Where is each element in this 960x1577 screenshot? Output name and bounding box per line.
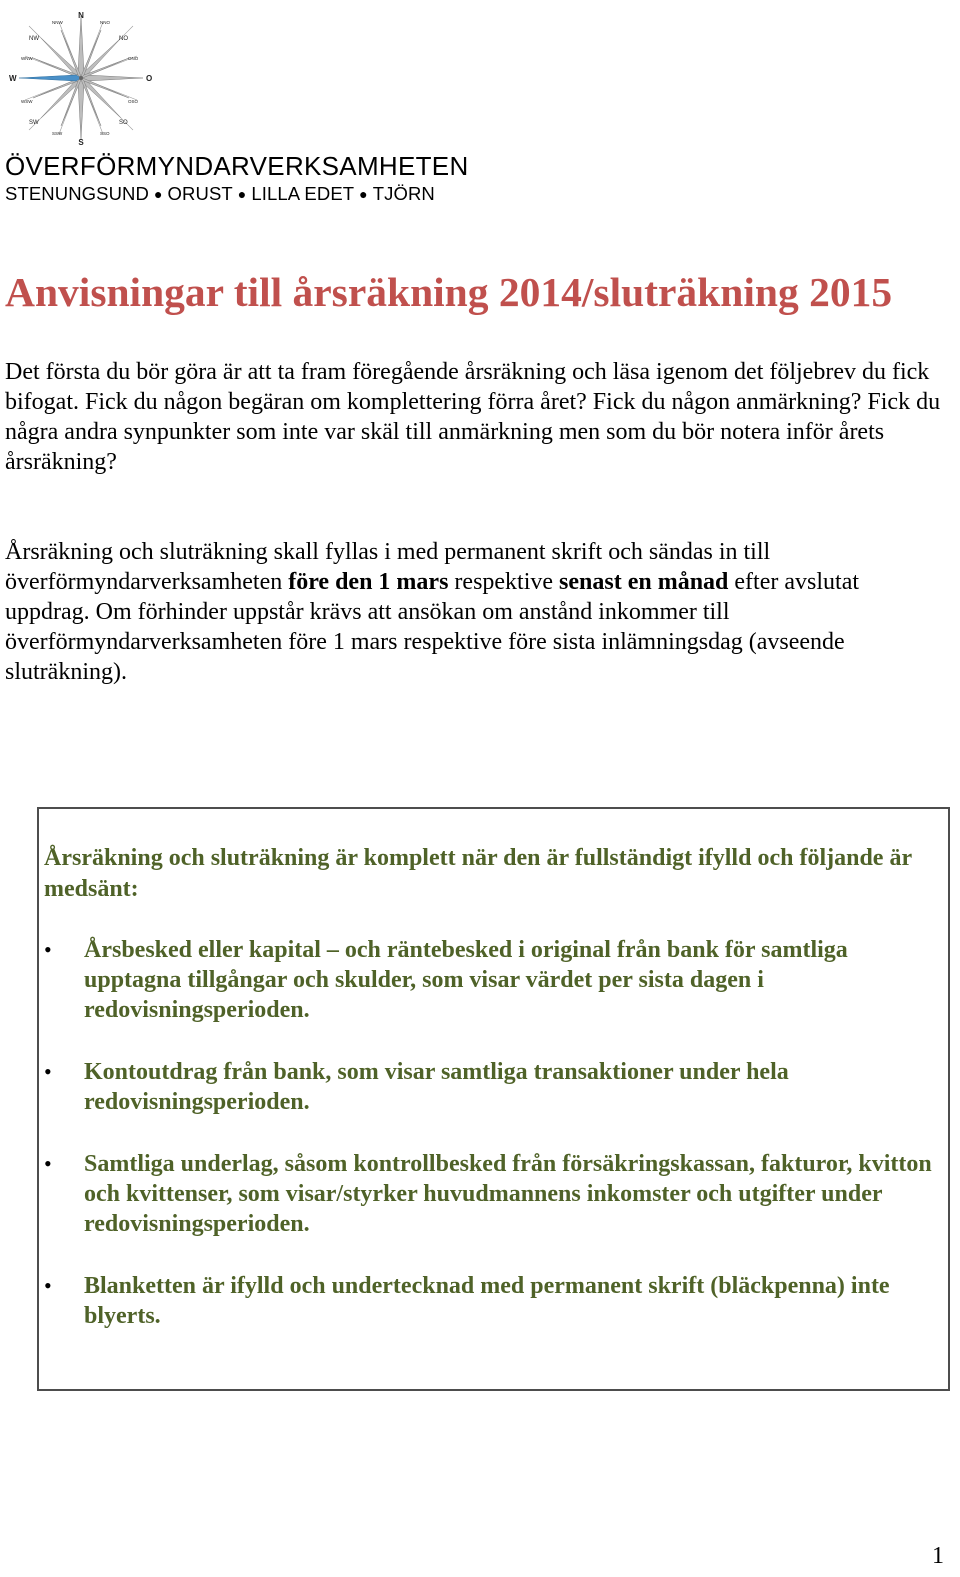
compass-rose-logo bbox=[6, 8, 156, 148]
compass-label-sw: SW bbox=[29, 120, 39, 126]
requirements-box bbox=[37, 807, 950, 1391]
bullet: • bbox=[44, 1151, 52, 1176]
compass-west-arrow bbox=[19, 75, 81, 81]
page-number: 1 bbox=[932, 1543, 944, 1569]
compass-label-wsw: WSW bbox=[21, 99, 33, 104]
bullet: • bbox=[44, 937, 52, 962]
organization-header bbox=[5, 150, 469, 207]
deadline-text: respektive bbox=[448, 569, 560, 595]
deadline-paragraph bbox=[5, 537, 945, 687]
compass-label-n: N bbox=[78, 11, 84, 20]
compass-label-no: NO bbox=[119, 36, 128, 42]
deadline-text: Årsräkning och sluträkning skall fyllas i med permanent skrift och sändas in till överförmyndarverksamheten bbox=[5, 539, 771, 595]
bullet: • bbox=[44, 1059, 52, 1084]
deadline-text: efter avslutat uppdrag. Om förhinder uppstår krävs att ansökan om anstånd inkommer till överförmyndarverksamheten före 1 mars respektive före sista inlämningsdag (avseende sluträkning). bbox=[5, 569, 860, 685]
compass-label-nw: NW bbox=[29, 36, 39, 42]
deadline-emphasis: senast en månad bbox=[559, 569, 729, 595]
bullet: • bbox=[44, 1273, 52, 1298]
compass-label-w: W bbox=[9, 74, 17, 83]
intro-paragraph: Det första du bör göra är att ta fram föregående årsräkning och läsa igenom det följebrev du fick bifogat. Fick du någon begäran om komplettering förra året? Fick du någon anmärkning? Fick du några andra synpunkter som inte var skäl till anmärkning men som du bör notera inför årets årsräkning? bbox=[5, 359, 941, 475]
compass-label-nnw: NNW bbox=[52, 20, 63, 25]
municipality: LILLA EDET bbox=[251, 183, 355, 204]
compass-label-s: S bbox=[78, 138, 84, 147]
compass-label-oso: OSO bbox=[128, 99, 139, 104]
compass-label-ono: ONO bbox=[128, 56, 139, 61]
requirement-text: Årsbesked eller kapital – och räntebesked i original från bank för samtliga upptagna tillgångar och skulder, som visar värdet per sista dagen i redovisningsperioden. bbox=[84, 937, 848, 1023]
requirement-text: Kontoutdrag från bank, som visar samtliga transaktioner under hela redovisningsperioden. bbox=[84, 1059, 789, 1115]
deadline-emphasis: före den 1 mars bbox=[288, 569, 449, 595]
municipality-list bbox=[5, 182, 469, 207]
municipality: TJÖRN bbox=[372, 183, 435, 204]
requirements-intro: Årsräkning och sluträkning är komplett när den är fullständigt ifylld och följande är medsänt: bbox=[44, 845, 912, 902]
compass-label-nno: NNO bbox=[100, 20, 110, 25]
compass-label-sso: SSO bbox=[100, 131, 110, 136]
compass-label-so: SO bbox=[119, 120, 128, 126]
requirement-text: Samtliga underlag, såsom kontrollbesked från försäkringskassan, fakturor, kvitton och kvittenser, som visar/styrker huvudmannens inkomster och utgifter under redovisningsperioden. bbox=[84, 1151, 932, 1237]
separator-dot: ● bbox=[153, 186, 163, 202]
separator-dot: ● bbox=[359, 186, 368, 202]
separator-dot: ● bbox=[237, 186, 247, 202]
compass-rose-icon bbox=[6, 8, 156, 148]
document-title: Anvisningar till årsräkning 2014/sluträkning 2015 bbox=[5, 269, 893, 315]
organization-name: ÖVERFÖRMYNDARVERKSAMHETEN bbox=[5, 151, 469, 181]
compass-label-wnw: WNW bbox=[21, 56, 33, 61]
compass-label-ssw: SSW bbox=[52, 131, 63, 136]
municipality: ORUST bbox=[167, 183, 233, 204]
compass-label-o: O bbox=[146, 74, 153, 83]
municipality: STENUNGSUND bbox=[5, 183, 149, 204]
requirement-text: Blanketten är ifylld och undertecknad med permanent skrift (bläckpenna) inte blyerts. bbox=[84, 1273, 890, 1329]
